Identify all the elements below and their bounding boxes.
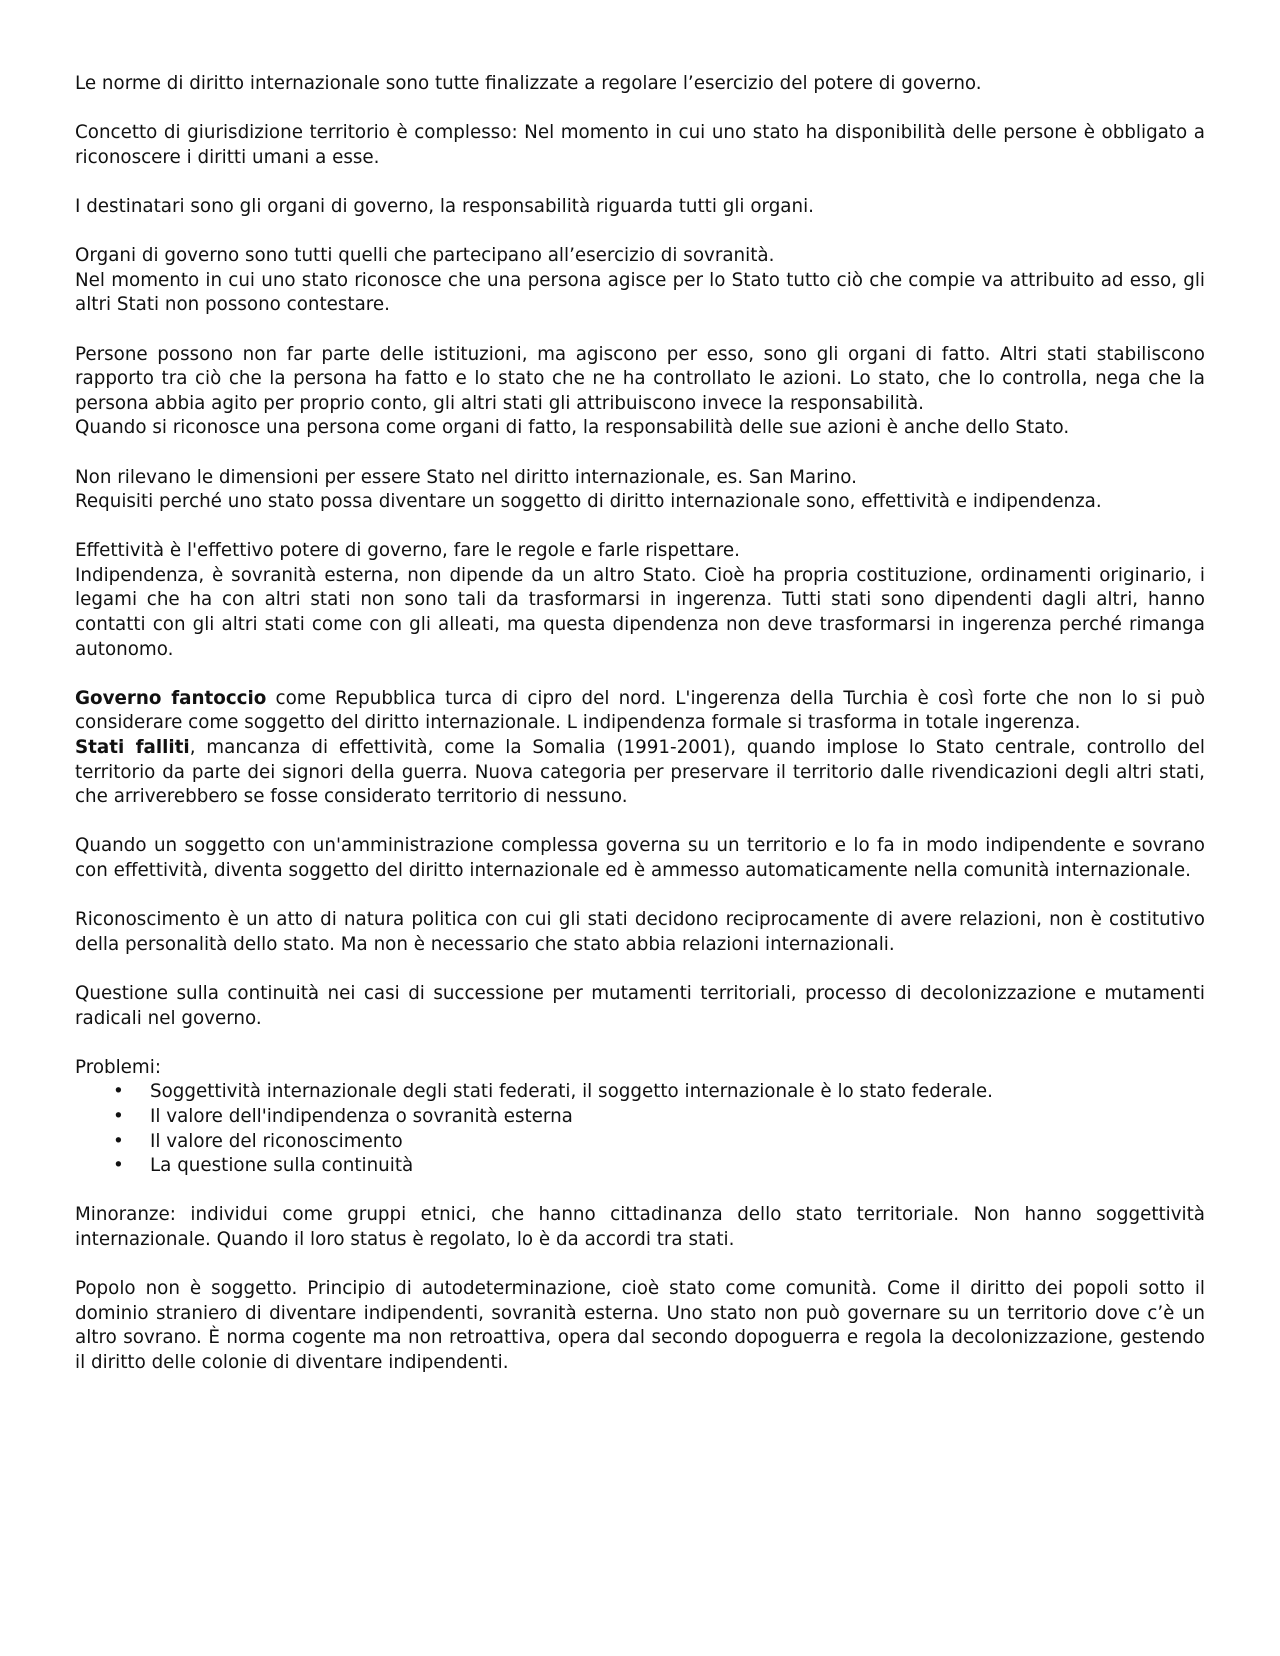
paragraph-group-organi [75,244,1205,318]
paragraph-group-casi [75,687,1205,810]
bullet-icon: • [113,1130,124,1152]
paragraph-governo-fantoccio [75,687,1205,736]
paragraph-norme: Le norme di diritto internazionale sono tutte finalizzate a regolare l’esercizio del potere di governo. [75,73,982,94]
paragraph-organi-di-fatto: Persone possono non far parte delle istituzioni, ma agiscono per esso, sono gli organi di fatto. Altri stati stabiliscono rapporto tra ciò che la persona ha fatto e lo stato che ne ha controllato le azioni. Lo stato, che lo controlla, nega che la persona abbia agito per proprio conto, gli altri stati gli attribuiscono invece la responsabilità. [75,343,1205,414]
bullet-icon: • [113,1155,124,1177]
paragraph-dimensioni: Non rilevano le dimensioni per essere Stato nel diritto internazionale, es. San Marino. [75,466,857,488]
paragraph-effettivita: Effettività è l'effettivo potere di governo, fare le regole e farle rispettare. [75,540,740,562]
list-item: • La questione sulla continuità [75,1154,1205,1179]
list-item: • Il valore del riconoscimento [75,1130,1205,1155]
paragraph-giurisdizione: Concetto di giurisdizione territorio è complesso: Nel momento in cui uno stato ha disponibilità delle persone è obbligato a riconoscere i diritti umani a esse. [75,122,1205,168]
paragraph-stati-falliti [75,736,1205,810]
paragraph-group-organi-fatto [75,343,1205,441]
term-governo-fantoccio: Governo fantoccio [75,687,267,709]
paragraph-soggetto-complesso: Quando un soggetto con un'amministrazione complessa governa su un territorio e lo fa in modo indipendente e sovrano con effettività, diventa soggetto del diritto internazionale ed è ammesso automaticamente nella comunità internazionale. [75,835,1205,881]
paragraph-indipendenza: Indipendenza, è sovranità esterna, non dipende da un altro Stato. Cioè ha propria costituzione, ordinamenti originario, i legami che ha con altri stati non sono tali da trasformarsi in ingerenza. Tutti stati sono dipendenti dagli altri, hanno contatti con gli altri stati come con gli alleati, ma questa dipendenza non deve trasformarsi in ingerenza perché rimanga autonomo. [75,564,1205,660]
paragraph-continuita: Questione sulla continuità nei casi di successione per mutamenti territoriali, processo di decolonizzazione e mutamenti radicali nel governo. [75,982,1205,1029]
bullet-icon: • [113,1105,124,1127]
paragraph-minoranze: Minoranze: individui come gruppi etnici, che hanno cittadinanza dello stato territoriale. Non hanno soggettività internazionale. Quando il loro status è regolato, lo è da accordi tra stati. [75,1204,1205,1250]
paragraph-organi-governo: Organi di governo sono tutti quelli che partecipano all’esercizio di sovranità. [75,245,775,267]
problemi-list [75,1080,1205,1178]
list-item: • Soggettività internazionale degli stati federati, il soggetto internazionale è lo stato federale. [75,1080,1205,1105]
list-item: • Il valore dell'indipendenza o sovranità esterna [75,1105,1205,1130]
paragraph-requisiti: Requisiti perché uno stato possa diventare un soggetto di diritto internazionale sono, effettività e indipendenza. [75,491,1102,513]
paragraph-riconoscimento: Riconoscimento è un atto di natura politica con cui gli stati decidono reciprocamente di avere relazioni, non è costitutivo della personalità dello stato. Ma non è necessario che stato abbia relazioni internazionali. [75,909,1205,955]
governo-fantoccio-text: come Repubblica turca di cipro del nord. L'ingerenza della Turchia è così forte che non lo si può considerare come soggetto del diritto internazionale. L indipendenza formale si trasforma in totale ingerenza. [75,687,1205,734]
stati-falliti-text: , mancanza di effettività, come la Somalia (1991-2001), quando implose lo Stato centrale, controllo del territorio da parte dei signori della guerra. Nuova categoria per preservare il territorio dalle rivendicazioni degli altri stati, che arriverebbero se fosse considerato territorio di nessuno. [75,737,1205,808]
paragraph-responsabilita-stato: Quando si riconosce una persona come organi di fatto, la responsabilità delle sue azioni è anche dello Stato. [75,417,1070,439]
paragraph-attribuzione: Nel momento in cui uno stato riconosce che una persona agisce per lo Stato tutto ciò che compie va attribuito ad esso, gli altri Stati non possono contestare. [75,269,1205,316]
paragraph-popolo: Popolo non è soggetto. Principio di autodeterminazione, cioè stato come comunità. Come il diritto dei popoli sotto il dominio straniero di diventare indipendenti, sovranità esterna. Uno stato non può governare su un territorio dove c’è un altro sovrano. È norma cogente ma non retroattiva, opera dal secondo dopoguerra e regola la decolonizzazione, gestendo il diritto delle colonie di diventare indipendenti. [75,1278,1205,1373]
bullet-icon: • [113,1081,124,1103]
paragraph-problemi-heading: Problemi: [75,1056,161,1078]
paragraph-group-requisiti [75,466,1205,515]
term-stati-falliti: Stati falliti [75,737,190,759]
paragraph-destinatari: I destinatari sono gli organi di governo, la responsabilità riguarda tutti gli organi. [75,195,814,217]
paragraph-group-effettivita [75,539,1205,662]
